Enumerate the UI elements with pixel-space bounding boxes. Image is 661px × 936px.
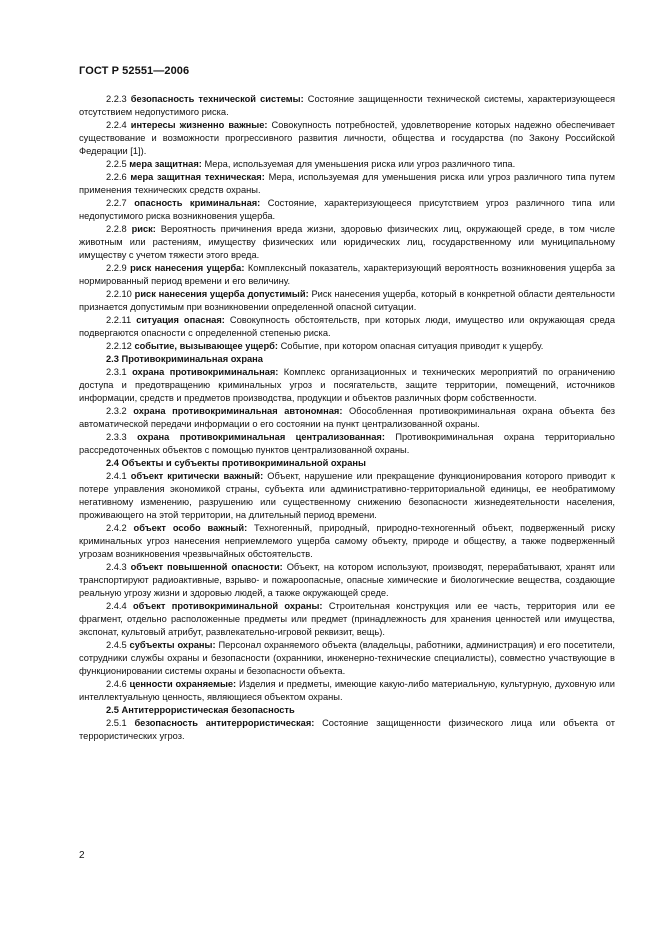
definition-term: риск нанесения ущерба:	[130, 263, 245, 273]
clause-number: 2.4.4	[106, 601, 127, 611]
clause-number: 2.2.8	[106, 224, 127, 234]
definition-text: Событие, при котором опасная ситуация приводит к ущербу.	[280, 341, 544, 351]
definition-text: Изделия и предметы, имеющие какую-либо материальную, культурную, духовную или интеллектуальную ценность, являющиеся объектом охраны.	[79, 679, 615, 702]
definition-term: объект особо важный:	[133, 523, 248, 533]
definition-paragraph	[79, 717, 615, 743]
definition-paragraph	[79, 197, 615, 223]
clause-number: 2.4.5	[106, 640, 127, 650]
definition-term: ценности охраняемые:	[129, 679, 237, 689]
definition-term: событие, вызывающее ущерб:	[134, 341, 278, 351]
document-header: ГОСТ Р 52551—2006	[79, 65, 190, 77]
definition-term: объект повышенной опасности:	[130, 562, 283, 572]
definition-term: ситуация опасная:	[136, 315, 225, 325]
definition-paragraph	[79, 600, 615, 639]
clause-number: 2.2.12	[106, 341, 132, 351]
definition-paragraph	[79, 340, 615, 353]
definition-text: Состояние защищенности физического лица или объекта от террористических угроз.	[79, 718, 615, 741]
definition-text: Объект, нарушение или прекращение функционирования которого приводит к потере управления экономикой страны, субъекта или административно-территориальной единицы, ее необратимому негативному изменению, разрушению или существенному снижению безопасности жизнедеятельности населения, проживающего на этой территории, на длительный период времени.	[79, 471, 615, 520]
definition-text: Комплекс организационных и технических мероприятий по ограничению доступа и предотвращению криминальных угроз и посягательств, защите территории, помещений, источников информации, средств и предметов производства, продукции и объектов различных форм собственности.	[79, 367, 615, 403]
definition-term: охрана противокриминальная автономная:	[133, 406, 343, 416]
definition-text: Объект, на котором используют, производят, перерабатывают, хранят или транспортируют радиоактивные, взрыво- и пожароопасные, опасные химические и биологические вещества, создающие реальную угрозу жизни и здоровью людей, а также окружающей среде.	[79, 562, 615, 598]
clause-number: 2.2.10	[106, 289, 132, 299]
definition-term: мера защитная техническая:	[130, 172, 265, 182]
clause-number: 2.2.3	[106, 94, 127, 104]
definition-paragraph	[79, 288, 615, 314]
section-heading: 2.5 Антитеррористическая безопасность	[106, 705, 295, 715]
definition-term: охрана противокриминальная:	[132, 367, 279, 377]
definition-term: безопасность технической системы:	[130, 94, 304, 104]
section-heading: 2.4 Объекты и субъекты противокриминальной охраны	[106, 458, 366, 468]
definition-paragraph	[79, 262, 615, 288]
definition-text: Риск нанесения ущерба, который в конкретной области деятельности признается допустимым при возникновении определенной опасной ситуации.	[79, 289, 616, 312]
clause-number: 2.3.1	[106, 367, 127, 377]
definition-term: субъекты охраны:	[129, 640, 216, 650]
definition-term: риск:	[131, 224, 156, 234]
clause-number: 2.2.6	[106, 172, 127, 182]
clause-number: 2.2.11	[106, 315, 132, 325]
definition-paragraph	[79, 119, 615, 158]
definition-paragraph	[79, 314, 615, 340]
definition-paragraph	[79, 561, 615, 600]
section-heading: 2.3 Противокриминальная охрана	[106, 354, 263, 364]
definition-text: Противокриминальная охрана территориально рассредоточенных объектов с помощью пунктов централизованной охраны.	[79, 432, 615, 455]
clause-number: 2.4.3	[106, 562, 127, 572]
definition-paragraph	[79, 93, 615, 119]
definition-term: безопасность антитеррористическая:	[134, 718, 315, 728]
definition-term: охрана противокриминальная централизованная:	[137, 432, 385, 442]
definition-term: объект критически важный:	[130, 471, 264, 481]
definition-paragraph	[79, 522, 615, 561]
clause-number: 2.2.7	[106, 198, 127, 208]
definition-paragraph	[79, 405, 615, 431]
definition-text: Совокупность обстоятельств, при которых люди, имущество или окружающая среда подвергаются опасности с определенной степенью риска.	[79, 315, 615, 338]
definition-term: риск нанесения ущерба допустимый:	[134, 289, 309, 299]
clause-number: 2.4.1	[106, 471, 127, 481]
clause-number: 2.4.2	[106, 523, 127, 533]
definition-text: Мера, используемая для уменьшения риска или угроз различного типа путем применения технических средств охраны.	[79, 172, 615, 195]
clause-number: 2.3.2	[106, 406, 127, 416]
document-body	[79, 93, 615, 743]
definition-paragraph	[79, 678, 615, 704]
clause-number: 2.4.6	[106, 679, 127, 689]
definition-term: интересы жизненно важные:	[130, 120, 268, 130]
page-number: 2	[79, 850, 85, 861]
clause-number: 2.3.3	[106, 432, 127, 442]
definition-paragraph	[79, 158, 615, 171]
definition-paragraph	[79, 470, 615, 522]
definition-text: Техногенный, природный, природно-техногенный объект, подверженный риску криминальных угроз нанесения неприемлемого ущерба самому объекту, природе и обществу, а также подверженный угрозам возникновения чрезвычайных обстоятельств.	[79, 523, 615, 559]
definition-text: Комплексный показатель, характеризующий вероятность возникновения ущерба за нормированный период времени и его величину.	[79, 263, 615, 286]
definition-text: Вероятность причинения вреда жизни, здоровью физических лиц, окружающей среде, в том числе животным или растениям, имуществу физических или юридических лиц, государственному или муниципальному имуществу с учетом тяжести этого вреда.	[79, 224, 616, 260]
definition-text: Состояние защищенности технической системы, характеризующееся отсутствием недопустимого риска.	[79, 94, 615, 117]
clause-number: 2.2.9	[106, 263, 127, 273]
definition-paragraph	[79, 431, 615, 457]
definition-term: объект противокриминальной охраны:	[133, 601, 323, 611]
definition-term: мера защитная:	[129, 159, 202, 169]
clause-number: 2.2.5	[106, 159, 127, 169]
definition-paragraph	[79, 639, 615, 678]
definition-text: Мера, используемая для уменьшения риска или угроз различного типа.	[204, 159, 516, 169]
definition-text: Персонал охраняемого объекта (владельцы, работники, администрация) и его посетители, сотрудники службы охраны и безопасности (охранники, инженерно-технические специалисты), совместно участвующие в функционировании системы охраны и безопасности объекта.	[79, 640, 615, 676]
definition-term: опасность криминальная:	[134, 198, 261, 208]
definition-text: Строительная конструкция или ее часть, территория или ее фрагмент, отдельно расположенные предметы или предмет (принадлежность для хранения ценностей или имущества, экспонат, культовый атрибут, развлекательно-игровой реквизит, вещь).	[79, 601, 615, 637]
definition-paragraph	[79, 366, 615, 405]
definition-text: Совокупность потребностей, удовлетворение которых надежно обеспечивает существование и возможности прогрессивного развития личности, общества и государства (по Закону Российской Федерации [1]).	[79, 120, 615, 156]
clause-number: 2.2.4	[106, 120, 127, 130]
definition-text: Состояние, характеризующееся присутствием угроз различного типа или недопустимого риска возникновения ущерба.	[79, 198, 615, 221]
definition-paragraph	[79, 171, 615, 197]
definition-text: Обособленная противокриминальная охрана объекта без автоматической передачи информации о его состоянии на пункт централизованной охраны.	[79, 406, 615, 429]
definition-paragraph	[79, 223, 615, 262]
clause-number: 2.5.1	[106, 718, 127, 728]
